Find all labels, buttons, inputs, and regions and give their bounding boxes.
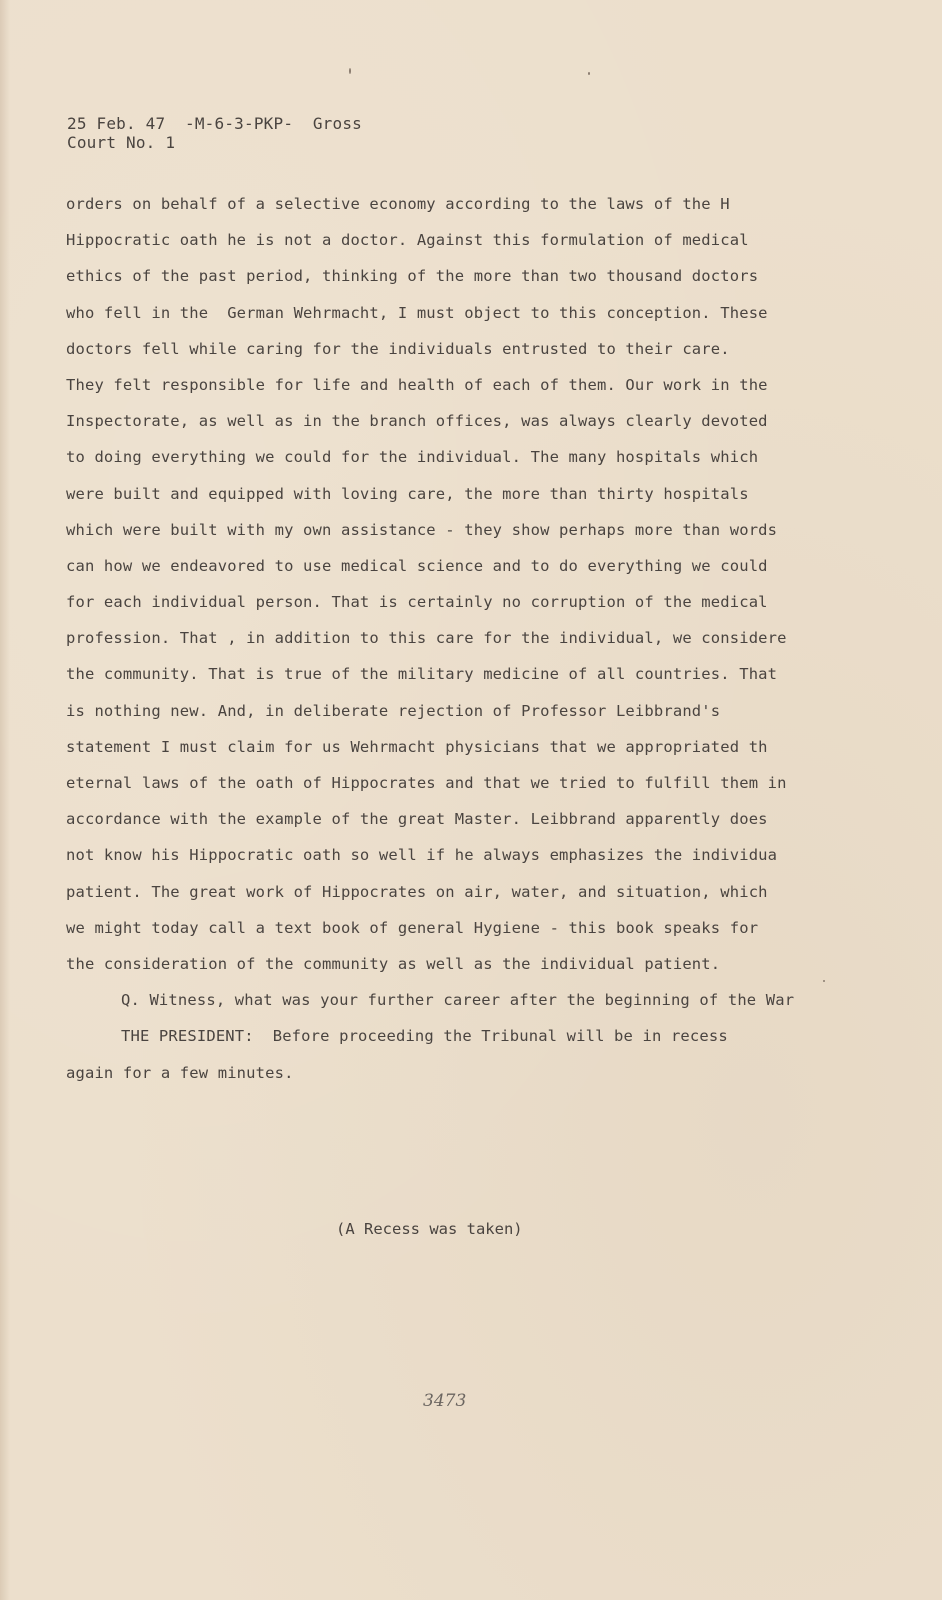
document-header (67, 114, 362, 152)
body-line: to doing everything we could for the individual. The many hospitals which (66, 448, 759, 467)
president-continuation-line: again for a few minutes. (66, 1063, 294, 1082)
body-line: Inspectorate, as well as in the branch offices, was always clearly devoted (66, 412, 768, 431)
paper-mark (823, 980, 825, 982)
body-line: statement I must claim for us Wehrmacht physicians that we appropriated th (66, 737, 768, 756)
paper-mark (588, 72, 590, 75)
body-line: for each individual person. That is certainly no corruption of the medical (66, 593, 768, 612)
body-line: eternal laws of the oath of Hippocrates and that we tried to fulfill them in (66, 774, 787, 792)
transcript-body (66, 193, 886, 1098)
paper-edge-shadow (0, 0, 10, 1600)
recess-note: (A Recess was taken) (336, 1220, 523, 1238)
body-line: who fell in the German Wehrmacht, I must object to this conception. These (66, 303, 768, 322)
body-line: is nothing new. And, in deliberate rejection of Professor Leibbrand's (66, 701, 721, 720)
body-line: we might today call a text book of general Hygiene - this book speaks for (66, 918, 759, 937)
president-line: THE PRESIDENT: Before proceeding the Tribunal will be in recess (121, 1027, 728, 1046)
header-court-line: Court No. 1 (67, 133, 176, 152)
header-date-line: 25 Feb. 47 -M-6-3-PKP- Gross (67, 114, 362, 133)
body-line: the consideration of the community as well as the individual patient. (66, 954, 721, 973)
body-line: They felt responsible for life and health of each of them. Our work in the (66, 375, 768, 394)
body-line: doctors fell while caring for the individuals entrusted to their care. (66, 339, 730, 358)
body-line: were built and equipped with loving care, the more than thirty hospitals (66, 484, 749, 503)
body-line: patient. The great work of Hippocrates on air, water, and situation, which (66, 882, 768, 901)
body-line: orders on behalf of a selective economy according to the laws of the H (66, 195, 730, 213)
body-line: Hippocratic oath he is not a doctor. Against this formulation of medical (66, 231, 749, 250)
body-line: accordance with the example of the great Master. Leibbrand apparently does (66, 810, 768, 829)
body-line: can how we endeavored to use medical science and to do everything we could (66, 556, 768, 575)
body-line: the community. That is true of the military medicine of all countries. That (66, 665, 778, 684)
page-number: 3473 (423, 1391, 467, 1411)
body-line: ethics of the past period, thinking of the more than two thousand doctors (66, 267, 759, 286)
body-line: profession. That , in addition to this care for the individual, we considere (66, 629, 787, 648)
paper-mark (349, 68, 351, 74)
body-line: which were built with my own assistance - they show perhaps more than words (66, 520, 778, 539)
body-line: not know his Hippocratic oath so well if he always emphasizes the individua (66, 846, 778, 865)
question-line: Q. Witness, what was your further career after the beginning of the War (121, 991, 795, 1010)
